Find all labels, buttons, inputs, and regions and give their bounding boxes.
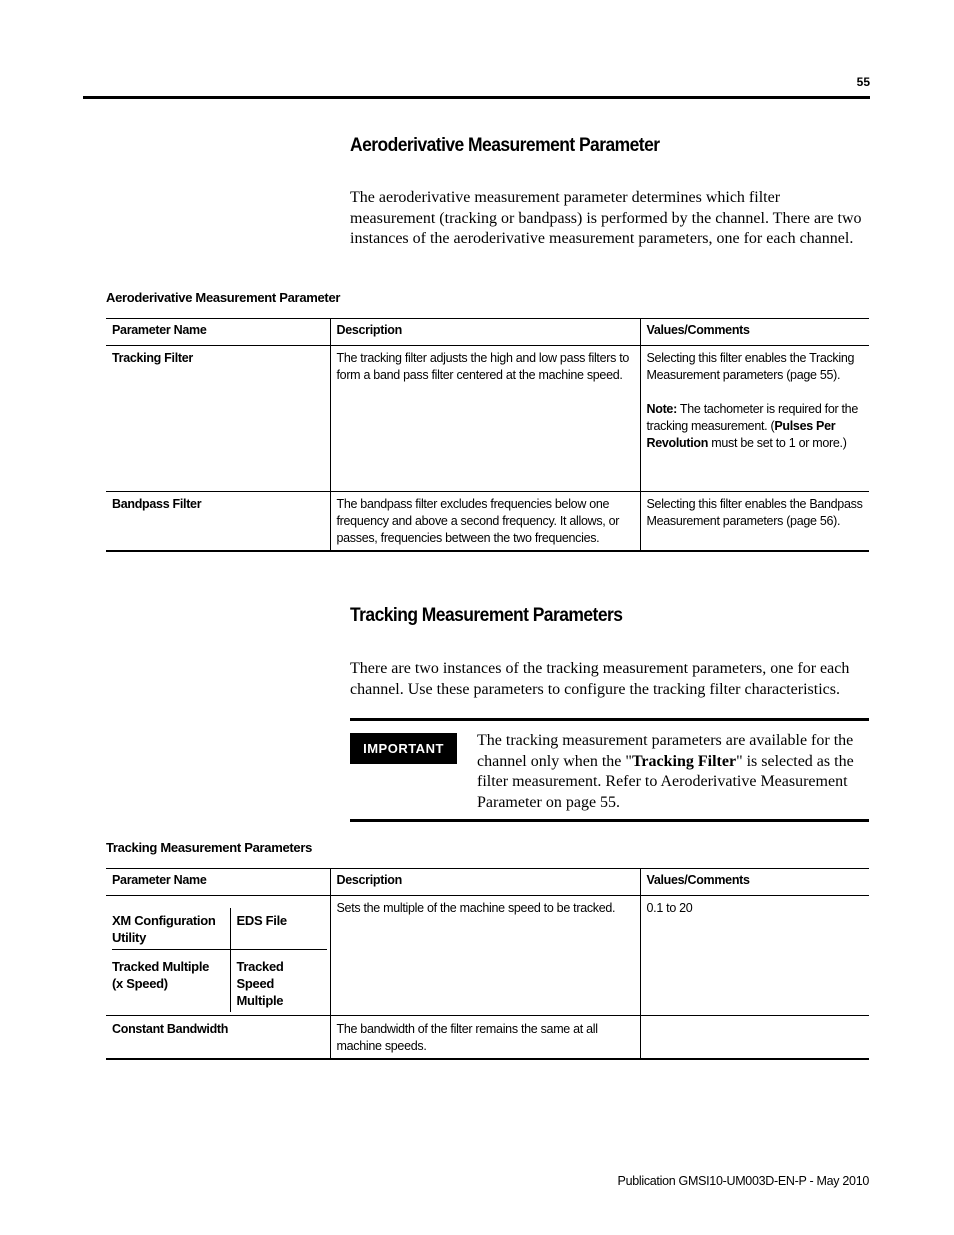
description-cell: The bandwidth of the filter remains the same at all machine speeds. — [330, 1016, 640, 1060]
parameter-name-cell: Bandpass Filter — [106, 492, 330, 552]
note-text: The tachometer is required for the tracking measurement. ( — [646, 402, 858, 433]
values-cell: 0.1 to 20 — [640, 896, 869, 1016]
table-header-row — [106, 869, 869, 896]
parameter-name-cell: Constant Bandwidth — [106, 1016, 330, 1060]
header-rule — [83, 96, 870, 99]
subheader-xm-configuration-utility: XM Configuration Utility — [112, 908, 230, 950]
description-cell: Sets the multiple of the machine speed to be tracked. — [330, 896, 640, 1016]
parameter-name-cell: Tracking Filter — [106, 346, 330, 492]
subtable-header-row — [112, 908, 327, 950]
table-row — [106, 346, 869, 492]
subtable-row — [112, 950, 327, 1013]
parameter-name-cell — [106, 896, 330, 1016]
important-parameter-reference: Tracking Filter — [631, 752, 737, 770]
values-cell — [640, 346, 869, 492]
parameter-name-subtable — [112, 908, 327, 1012]
important-callout — [350, 718, 869, 822]
column-header-parameter-name: Parameter Name — [106, 869, 330, 896]
description-cell: The tracking filter adjusts the high and low pass filters to form a band pass filter centered at the machine speed. — [330, 346, 640, 492]
description-cell: The bandpass filter excludes frequencies below one frequency and above a second frequency. It allows, or passes, frequencies between the two frequencies. — [330, 492, 640, 552]
aeroderivative-parameter-table — [106, 318, 869, 552]
important-tag: IMPORTANT — [350, 733, 457, 764]
note-parameter-reference: Pulses Per Revolution — [646, 419, 836, 450]
table-row — [106, 1016, 869, 1060]
section-paragraph-aeroderivative: The aeroderivative measurement parameter determines which filter measurement (tracking or bandpass) is performed by the channel. There are two instances of the aeroderivative measurement parameters, one for each channel. — [350, 189, 862, 247]
column-header-values: Values/Comments — [640, 869, 869, 896]
section-heading-aeroderivative: Aeroderivative Measurement Parameter — [350, 135, 660, 156]
table-row — [106, 492, 869, 552]
table-caption-tracking: Tracking Measurement Parameters — [106, 840, 313, 855]
xm-parameter-name: Tracked Multiple (x Speed) — [112, 959, 210, 991]
eds-parameter-name: Tracked Speed Multiple — [230, 950, 327, 1013]
important-text: The tracking measurement parameters are available for the channel only when the "Tracking Filter" is selected as the filter measurement. Refer to Aeroderivative Measurement Parameter on page 55. — [477, 732, 854, 811]
table-header-row — [106, 319, 869, 346]
note-text-end: must be set to 1 or more.) — [708, 436, 847, 450]
note-label: Note: — [646, 402, 677, 416]
table-row — [106, 896, 869, 1016]
column-header-description: Description — [330, 319, 640, 346]
tracking-parameter-table — [106, 868, 869, 1060]
column-header-description: Description — [330, 869, 640, 896]
column-header-parameter-name: Parameter Name — [106, 319, 330, 346]
values-cell — [640, 1016, 869, 1060]
page-number: 55 — [856, 75, 870, 89]
values-cell: Selecting this filter enables the Bandpass Measurement parameters (page 56). — [640, 492, 869, 552]
column-header-values: Values/Comments — [640, 319, 869, 346]
section-heading-tracking: Tracking Measurement Parameters — [350, 605, 623, 626]
subheader-eds-file: EDS File — [230, 908, 327, 950]
publication-footer: Publication GMSI10-UM003D-EN-P - May 2010 — [617, 1174, 869, 1188]
table-caption-aeroderivative: Aeroderivative Measurement Parameter — [106, 290, 341, 305]
values-text: Selecting this filter enables the Tracking Measurement parameters (page 55). — [646, 351, 855, 382]
section-paragraph-tracking: There are two instances of the tracking measurement parameters, one for each channel. Use these parameters to configure the tracking filter characteristics. — [350, 660, 850, 698]
